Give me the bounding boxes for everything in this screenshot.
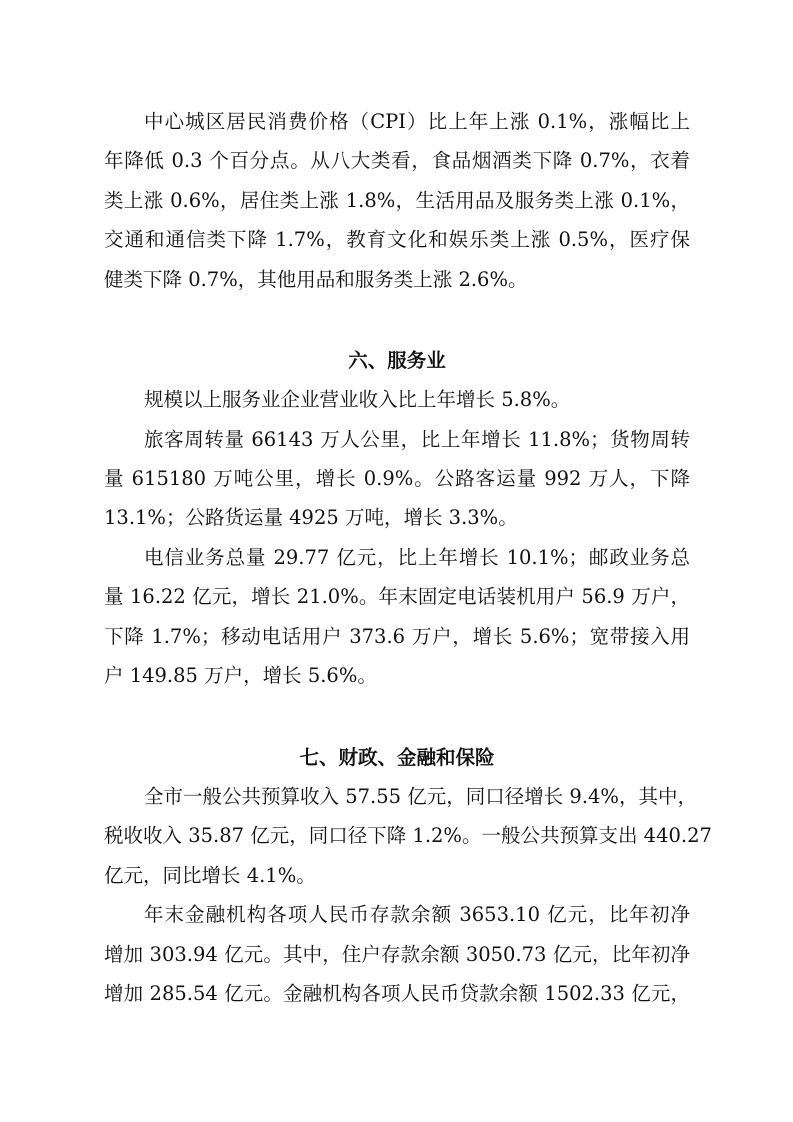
finance-p1-line-2: 税收收入 35.87 亿元，同口径下降 1.2%。一般公共预算支出 440.27 [104,824,712,847]
services-p3-line-3: 下降 1.7%；移动电话用户 373.6 万户，增长 5.6%；宽带接入用 [104,625,690,648]
cpi-line-4: 交通和通信类下降 1.7%，教育文化和娱乐类上涨 0.5%，医疗保 [104,228,690,251]
services-p3-line-4: 户 149.85 万户，增长 5.6%。 [104,664,377,687]
services-p2-line-2: 量 615180 万吨公里，增长 0.9%。公路客运量 992 万人，下降 [104,467,690,490]
services-p1-line-1: 规模以上服务业企业营业收入比上年增长 5.8%。 [144,388,571,411]
finance-p1-line-1: 全市一般公共预算收入 57.55 亿元，同口径增长 9.4%，其中， [144,785,697,808]
cpi-line-3: 类上涨 0.6%，居住类上涨 1.8%，生活用品及服务类上涨 0.1%， [104,189,690,212]
services-p2-line-1: 旅客周转量 66143 万人公里，比上年增长 11.8%；货物周转 [144,428,690,451]
cpi-line-2: 年降低 0.3 个百分点。从八大类看，食品烟酒类下降 0.7%，衣着 [104,149,690,172]
cpi-line-1: 中心城区居民消费价格（CPI）比上年上涨 0.1%，涨幅比上 [144,110,690,133]
services-p3-line-2: 量 16.22 亿元，增长 21.0%。年末固定电话装机用户 56.9 万户， [104,585,690,608]
finance-p2-line-2: 增加 303.94 亿元。其中，住户存款余额 3050.73 亿元，比年初净 [104,943,690,966]
section-heading-services: 六、服务业 [348,349,446,372]
finance-p2-line-1: 年末金融机构各项人民币存款余额 3653.10 亿元，比年初净 [144,903,690,926]
services-p3-line-1: 电信业务总量 29.77 亿元，比上年增长 10.1%；邮政业务总 [144,546,690,569]
services-p2-line-3: 13.1%；公路货运量 4925 万吨，增长 3.3%。 [104,506,518,529]
finance-p1-line-3: 亿元，同比增长 4.1%。 [104,864,316,887]
finance-p2-line-3: 增加 285.54 亿元。金融机构各项人民币贷款余额 1502.33 亿元， [104,982,690,1005]
cpi-line-5: 健类下降 0.7%，其他用品和服务类上涨 2.6%。 [104,268,528,291]
section-heading-finance: 七、财政、金融和保险 [299,746,495,769]
